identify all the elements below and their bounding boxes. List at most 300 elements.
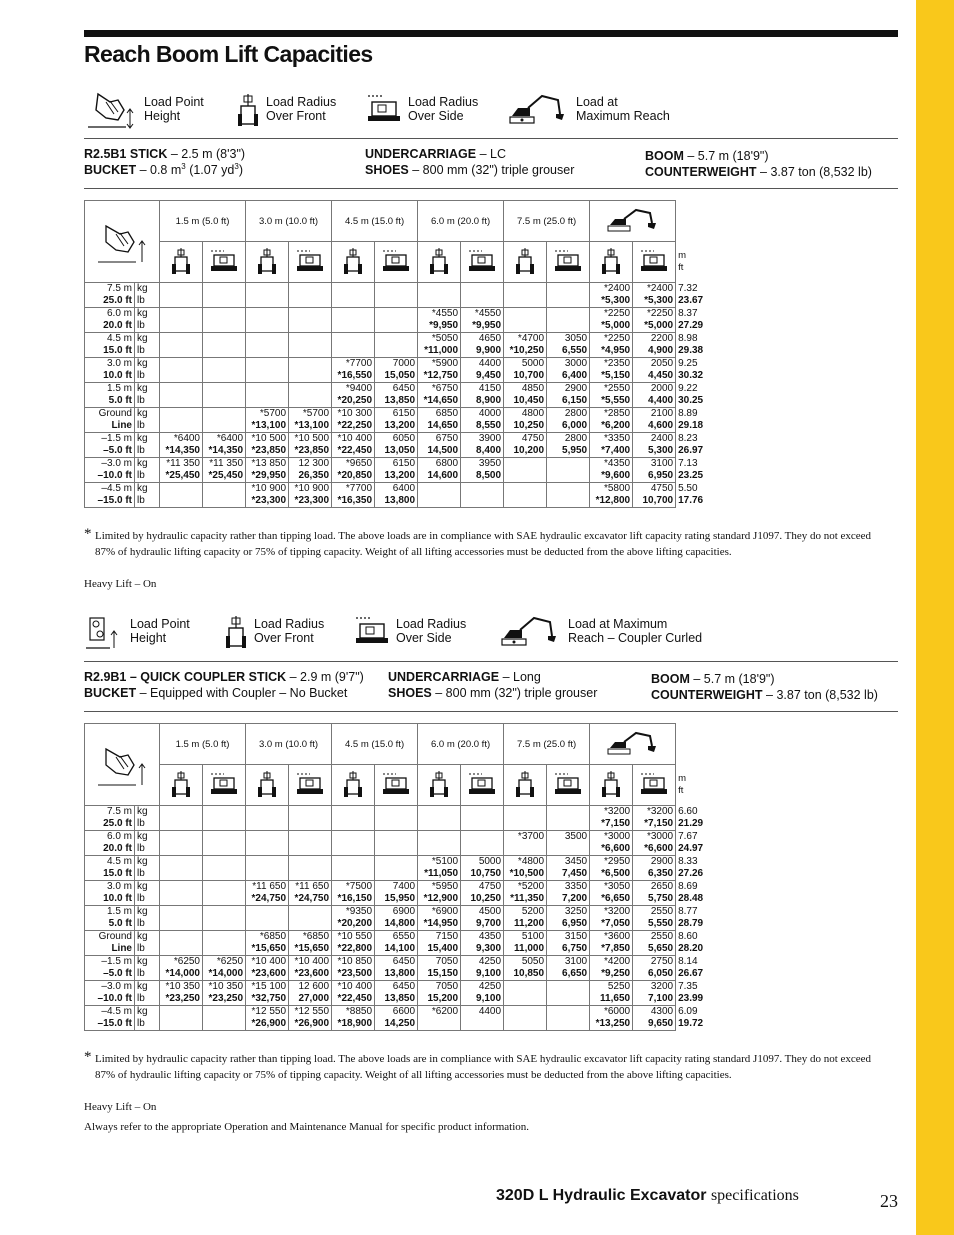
capacity-lb: *23,300 [251, 495, 287, 506]
capacity-lb [248, 295, 286, 307]
capacity-lb: *15,650 [294, 943, 330, 954]
footnote-asterisk: * [84, 526, 92, 542]
capacity-kg: *10 350 [165, 981, 200, 992]
height-m: 3.0 m [106, 881, 132, 892]
side-icon-cell [289, 765, 332, 806]
capacity-cell [633, 483, 676, 508]
capacity-lb [162, 320, 200, 332]
capacity-cell [160, 856, 203, 881]
capacity-lb: 7,200 [562, 893, 588, 904]
capacity-kg [291, 856, 329, 868]
capacity-cell [289, 483, 332, 508]
capacity-cell [590, 806, 633, 831]
capacity-lb [291, 868, 329, 880]
front-icon-cell [246, 765, 289, 806]
capacity-cell [418, 856, 461, 881]
capacity-lb: *23,250 [208, 993, 244, 1004]
capacity-lb [205, 918, 243, 930]
capacity-lb [506, 495, 544, 507]
unit-cell [135, 283, 160, 308]
unit-kg: kg [137, 881, 148, 892]
capacity-cell [160, 483, 203, 508]
capacity-lb: 10,250 [513, 420, 545, 431]
capacity-lb: *11,350 [510, 893, 545, 904]
unit-kg: kg [137, 956, 148, 967]
capacity-kg: *3000 [646, 831, 674, 842]
capacity-cell [375, 283, 418, 308]
capacity-lb [377, 295, 415, 307]
footnote-asterisk: * [84, 1049, 92, 1065]
legend-label-line1: Load at [576, 95, 618, 109]
front-icon-cell [590, 242, 633, 283]
legend-label-line1: Load Point [144, 95, 204, 109]
height-ft: 5.0 ft [108, 918, 132, 929]
capacity-cell [547, 283, 590, 308]
unit-lb: lb [137, 1018, 145, 1029]
capacity-cell [375, 931, 418, 956]
capacity-cell [547, 333, 590, 358]
capacity-lb: *20,250 [337, 395, 373, 406]
capacity-cell [633, 458, 676, 483]
capacity-lb [162, 495, 200, 507]
capacity-lb: 27,000 [298, 993, 330, 1004]
capacity-cell [590, 831, 633, 856]
bucket-value-3: ) [238, 163, 243, 177]
shoes-value: – 800 mm (32") triple grouser [408, 163, 575, 177]
capacity-cell [375, 333, 418, 358]
capacity-kg: 6900 [392, 906, 416, 917]
unit-lb: lb [137, 495, 145, 506]
height-cell [85, 458, 135, 483]
capacity-kg: *10 900 [251, 483, 287, 494]
capacity-kg: 4250 [478, 981, 502, 992]
spec-divider-1 [84, 188, 898, 189]
capacity-cell [461, 408, 504, 433]
capacity-lb [334, 320, 372, 332]
legend-item-max-reach [500, 614, 702, 648]
capacity-lb: 14,250 [384, 1018, 416, 1029]
height-ft: 15.0 ft [103, 345, 132, 356]
capacity-kg [205, 408, 243, 420]
capacity-kg: *6250 [216, 956, 244, 967]
capacity-lb [377, 868, 415, 880]
capacity-kg [463, 806, 501, 818]
bucket-value: – Equipped with Coupler – No Bucket [136, 686, 348, 700]
capacity-kg: 4400 [478, 358, 502, 369]
capacity-cell [203, 981, 246, 1006]
capacity-lb: *23,850 [294, 445, 330, 456]
capacity-kg: *10 400 [337, 981, 373, 992]
capacity-kg: 5000 [478, 856, 502, 867]
capacity-kg: *5800 [603, 483, 631, 494]
height-cell [85, 433, 135, 458]
unit-kg: kg [137, 906, 148, 917]
capacity-cell [375, 358, 418, 383]
height-cell [85, 408, 135, 433]
unit-lb: lb [137, 968, 145, 979]
capacity-lb: 6,550 [562, 345, 588, 356]
load-point-height-icon [85, 201, 160, 283]
capacity-lb: 26,350 [298, 470, 330, 481]
height-m: –4.5 m [101, 483, 132, 494]
capacity-cell [332, 308, 375, 333]
capacity-lb: *7,150 [601, 818, 631, 829]
legend-section-1 [84, 92, 898, 132]
capacity-kg: 4000 [478, 408, 502, 419]
height-cell [85, 333, 135, 358]
capacity-lb [162, 395, 200, 407]
capacity-kg: *10 900 [294, 483, 330, 494]
capacity-lb: 13,200 [384, 470, 416, 481]
title-rule [84, 30, 898, 37]
capacity-cell [246, 856, 289, 881]
capacity-kg [248, 358, 286, 370]
capacity-lb: *6,650 [601, 893, 631, 904]
unit-lb: lb [137, 893, 145, 904]
unit-cell [135, 358, 160, 383]
capacity-cell [633, 1006, 676, 1031]
capacity-kg [162, 483, 200, 495]
capacity-lb: *18,900 [337, 1018, 373, 1029]
capacity-lb: 10,450 [513, 395, 545, 406]
height-cell [85, 956, 135, 981]
capacity-cell [160, 831, 203, 856]
capacity-lb: *6,500 [601, 868, 631, 879]
capacity-cell [461, 981, 504, 1006]
boom-value: – 5.7 m (18'9") [689, 672, 775, 686]
capacity-lb: 6,750 [562, 943, 588, 954]
capacity-kg: 3950 [478, 458, 502, 469]
capacity-cell [203, 1006, 246, 1031]
capacity-kg: *3200 [646, 806, 674, 817]
capacity-kg [205, 383, 243, 395]
capacity-kg: *2550 [603, 383, 631, 394]
legend-label-line2: Height [144, 109, 181, 123]
capacity-cell [246, 881, 289, 906]
load-radius-over-front-icon [515, 790, 535, 801]
capacity-lb [463, 1018, 501, 1030]
capacity-kg: *15 100 [251, 981, 287, 992]
capacity-lb [248, 868, 286, 880]
capacity-cell [246, 931, 289, 956]
capacity-lb: 15,200 [427, 993, 459, 1004]
yellow-side-band [916, 0, 954, 1235]
capacity-cell [160, 433, 203, 458]
capacity-lb: *15,650 [251, 943, 287, 954]
capacity-kg: 2000 [650, 383, 674, 394]
capacity-lb: 9,450 [476, 370, 502, 381]
capacity-lb: 11,200 [514, 918, 545, 929]
capacity-lb [420, 295, 458, 307]
capacity-lb: 14,600 [427, 470, 459, 481]
capacity-cell [633, 433, 676, 458]
capacity-lb: *22,250 [337, 420, 373, 431]
unit-cell [135, 333, 160, 358]
capacity-kg [162, 881, 200, 893]
capacity-kg: 3350 [564, 881, 588, 892]
height-m: –1.5 m [101, 433, 132, 444]
capacity-kg: 7050 [435, 981, 459, 992]
load-point-height-icon [84, 92, 138, 130]
capacity-cell [246, 831, 289, 856]
capacity-lb: *7,400 [601, 445, 631, 456]
front-icon-cell [246, 242, 289, 283]
unit-lb: lb [137, 943, 145, 954]
height-m: 4.5 m [106, 333, 132, 344]
capacity-lb [205, 345, 243, 357]
unit-kg: kg [137, 831, 148, 842]
height-cell [85, 831, 135, 856]
capacity-cell [375, 831, 418, 856]
capacity-cell [504, 956, 547, 981]
capacity-lb: 5,750 [648, 893, 674, 904]
load-at-max-reach-icon [508, 92, 568, 126]
height-m: Ground [98, 408, 132, 419]
capacity-cell [246, 333, 289, 358]
capacity-kg [506, 806, 544, 818]
capacity-lb: 14,100 [384, 943, 416, 954]
load-radius-over-side-icon [554, 265, 582, 276]
legend-label-line1: Load Point [130, 617, 190, 631]
capacity-kg: *2400 [646, 283, 674, 294]
unit-kg: kg [137, 856, 148, 867]
height-m: –4.5 m [101, 1006, 132, 1017]
capacity-kg: 5250 [607, 981, 631, 992]
table-row: 7.5 m 25.0 ft kg lb *3200 *7,150 *3200 *7,150 6.60 21.29 [85, 806, 676, 831]
load-radius-over-side-icon [468, 265, 496, 276]
capacity-kg: 4750 [650, 483, 674, 494]
section-2-divider [84, 661, 898, 662]
capacity-lb: 9,300 [476, 943, 502, 954]
height-cell [85, 906, 135, 931]
capacity-lb: *4,950 [601, 345, 631, 356]
front-icon-cell [160, 765, 203, 806]
height-ft: Line [111, 943, 132, 954]
footnote-1 [84, 526, 884, 560]
undercarriage-label: UNDERCARRIAGE [365, 147, 477, 161]
capacity-lb [549, 1018, 587, 1030]
capacity-kg [506, 308, 544, 320]
capacity-kg: *10 500 [251, 433, 287, 444]
radius-header: 6.0 m (20.0 ft) [418, 201, 504, 242]
capacity-kg [248, 283, 286, 295]
capacity-lb [420, 818, 458, 830]
capacity-lb: *6,200 [601, 420, 631, 431]
heavy-lift-note-1: Heavy Lift – On [84, 578, 157, 590]
capacity-lb: 5,550 [648, 918, 674, 929]
capacity-lb: 10,700 [642, 495, 674, 506]
capacity-cell [203, 881, 246, 906]
capacity-lb: 11,000 [514, 943, 545, 954]
unit-cell [135, 483, 160, 508]
bucket-label: BUCKET [84, 163, 137, 177]
load-point-height-icon [84, 614, 124, 652]
height-ft: 25.0 ft [103, 295, 132, 306]
unit-cell [135, 308, 160, 333]
capacity-kg [162, 831, 200, 843]
capacity-kg [549, 981, 587, 993]
capacity-lb [162, 370, 200, 382]
capacity-cell [246, 308, 289, 333]
capacity-kg [420, 806, 458, 818]
capacity-cell [590, 483, 633, 508]
capacity-lb [506, 1018, 544, 1030]
spec-undercarriage-1 [365, 146, 574, 178]
capacity-cell [375, 308, 418, 333]
capacity-kg: *7700 [345, 358, 373, 369]
load-radius-over-front-icon [236, 92, 260, 128]
height-cell [85, 308, 135, 333]
capacity-cell [332, 408, 375, 433]
table-row: 4.5 m 15.0 ft kg lb *5100 *11,050 5000 10,750 *4800 *10,500 3450 7,450 *2950 *6,500 2900 6,350 8.33 27.26 [85, 856, 676, 881]
capacity-cell [590, 408, 633, 433]
capacity-kg [334, 831, 372, 843]
capacity-cell [504, 458, 547, 483]
radius-header: 6.0 m (20.0 ft) [418, 724, 504, 765]
stick-label: R2.9B1 – QUICK COUPLER STICK [84, 670, 287, 684]
capacity-kg: 5200 [521, 906, 545, 917]
capacity-cell [547, 308, 590, 333]
capacity-kg [549, 458, 587, 470]
capacity-cell [504, 433, 547, 458]
capacity-cell [246, 458, 289, 483]
legend-item-radius-side [366, 92, 478, 124]
capacity-cell [289, 981, 332, 1006]
capacity-lb [549, 320, 587, 332]
table-row: –1.5 m –5.0 ft kg lb *6400 *14,350 *6400 *14,350 *10 500 *23,850 *10 500 *23,850 *10 400 *22,450 6050 13,050 6750 14,500 3900 8,400 4750 10,200 2800 5,950 *3350 *7,400 2400 5,300 8.23 26.97 [85, 433, 676, 458]
capacity-kg: 6150 [392, 408, 416, 419]
capacity-lb [291, 818, 329, 830]
bucket-sup-2: 3 [234, 161, 239, 171]
unit-kg: kg [137, 358, 148, 369]
capacity-kg: *4200 [603, 956, 631, 967]
capacity-cell [547, 433, 590, 458]
capacity-lb [291, 843, 329, 855]
capacity-lb: *16,350 [337, 495, 373, 506]
capacity-lb [162, 868, 200, 880]
capacity-kg: *2250 [646, 308, 674, 319]
capacity-cell [375, 881, 418, 906]
table-row: Ground Line kg lb *5700 *13,100 *5700 *13,100 *10 300 *22,250 6150 13,200 6850 14,650 4000 8,550 4800 10,250 2800 6,000 *2850 *6,200 2100 4,600 8.89 29.18 [85, 408, 676, 433]
capacity-cell [590, 308, 633, 333]
capacity-kg: 3250 [564, 906, 588, 917]
radius-header-row [85, 724, 676, 765]
height-m: 1.5 m [106, 906, 132, 917]
unit-lb: lb [137, 445, 145, 456]
capacity-kg: 3900 [478, 433, 502, 444]
unit-lb: lb [137, 843, 145, 854]
unit-lb: lb [137, 470, 145, 481]
capacity-kg: *3700 [517, 831, 545, 842]
capacity-kg: *4700 [517, 333, 545, 344]
capacity-lb: 5,950 [562, 445, 588, 456]
capacity-lb: *5,300 [601, 295, 631, 306]
capacity-cell [246, 408, 289, 433]
capacity-lb: 8,400 [476, 445, 502, 456]
bucket-value: – 0.8 m [136, 163, 182, 177]
capacity-lb: *23,500 [337, 968, 373, 979]
capacity-cell [160, 906, 203, 931]
capacity-cell [160, 981, 203, 1006]
capacity-kg [162, 931, 200, 943]
capacity-lb: 6,000 [562, 420, 588, 431]
capacity-kg: 6600 [392, 1006, 416, 1017]
capacity-lb [162, 295, 200, 307]
capacity-cell [289, 408, 332, 433]
unit-cell [135, 856, 160, 881]
capacity-cell [633, 856, 676, 881]
capacity-cell [504, 283, 547, 308]
legend-item-radius-side [354, 614, 466, 646]
capacity-kg: 7400 [392, 881, 416, 892]
capacity-lb: *16,550 [337, 370, 373, 381]
capacity-kg: *3200 [603, 806, 631, 817]
capacity-lb: 6,650 [562, 968, 588, 979]
capacity-cell [375, 856, 418, 881]
capacity-cell [375, 458, 418, 483]
height-ft: –5.0 ft [103, 445, 132, 456]
capacity-kg [291, 308, 329, 320]
capacity-cell [160, 931, 203, 956]
capacity-lb: *9,250 [601, 968, 631, 979]
height-ft: 25.0 ft [103, 818, 132, 829]
capacity-cell [590, 906, 633, 931]
capacity-kg: 6800 [435, 458, 459, 469]
capacity-cell [633, 881, 676, 906]
capacity-cell [203, 433, 246, 458]
capacity-cell [332, 1006, 375, 1031]
capacity-cell [504, 831, 547, 856]
front-icon-cell [332, 242, 375, 283]
height-m: –3.0 m [101, 981, 132, 992]
capacity-kg: 5000 [521, 358, 545, 369]
height-cell [85, 981, 135, 1006]
capacity-kg: 3450 [564, 856, 588, 867]
capacity-kg: *6850 [302, 931, 330, 942]
capacity-lb [420, 1018, 458, 1030]
capacity-lb: *23,300 [294, 495, 330, 506]
capacity-lb [291, 370, 329, 382]
capacity-kg: *3050 [603, 881, 631, 892]
load-radius-over-front-icon [171, 267, 191, 278]
capacity-kg: *4350 [603, 458, 631, 469]
footnote-text: Limited by hydraulic capacity rather than tipping load. The above loads are in compliance with SAE hydraulic excavator lift capacity rating standard J1097. They do not exceed 87% of hydraulic lifting capacity or 75% of tipping capacity. Weight of all lifting accessories must be deducted from the above lifting capacities. [95, 530, 872, 558]
unit-cell [135, 906, 160, 931]
spec-boom-2 [651, 671, 878, 703]
capacity-kg [248, 333, 286, 345]
load-radius-over-front-icon [343, 790, 363, 801]
capacity-lb [506, 320, 544, 332]
capacity-cell [590, 956, 633, 981]
capacity-cell [160, 458, 203, 483]
capacity-lb [291, 345, 329, 357]
load-point-height-icon [85, 724, 160, 806]
legend-label-line2: Height [130, 631, 167, 645]
capacity-kg: 6550 [392, 931, 416, 942]
capacity-cell [633, 408, 676, 433]
capacity-cell [461, 806, 504, 831]
height-cell [85, 806, 135, 831]
spec-stick-bucket-1 [84, 146, 245, 178]
height-m: 3.0 m [106, 358, 132, 369]
capacity-cell [633, 806, 676, 831]
capacity-lb: 6,950 [648, 470, 674, 481]
capacity-cell [547, 1006, 590, 1031]
load-radius-over-front-icon [171, 790, 191, 801]
capacity-lb: *16,150 [337, 893, 373, 904]
capacity-kg: *10 350 [208, 981, 244, 992]
legend-item-radius-front [236, 92, 336, 128]
